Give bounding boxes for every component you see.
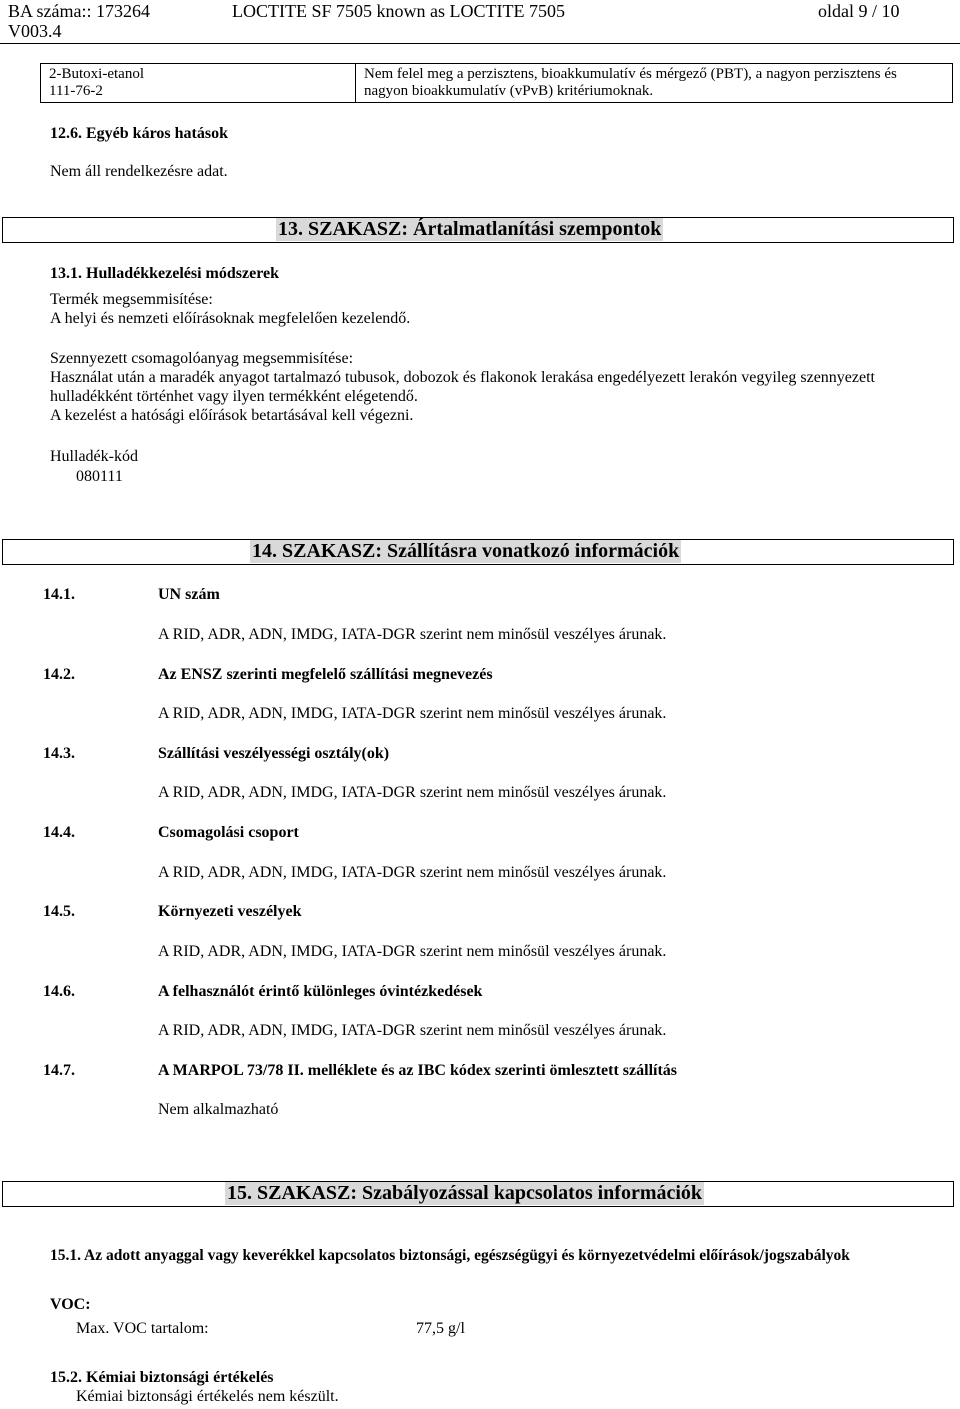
header-divider <box>0 43 960 44</box>
item-14-4-number: 14.4. <box>43 824 75 841</box>
item-14-5-number: 14.5. <box>43 903 75 920</box>
section-15-2-text: Kémiai biztonsági értékelés nem készült. <box>76 1388 339 1405</box>
section-13-title: 13. SZAKASZ: Ártalmatlanítási szempontok <box>278 218 662 240</box>
item-14-2-number: 14.2. <box>43 666 75 683</box>
substance-name-cell <box>41 64 356 103</box>
cas-number: 111-76-2 <box>49 83 103 99</box>
item-14-5-label: Környezeti veszélyek <box>158 903 302 920</box>
assessment-line: nagyon bioakkumulatív (vPvB) kritériumoknak. <box>364 83 654 99</box>
section-12-6-heading: 12.6. Egyéb káros hatások <box>50 125 228 142</box>
item-14-3-label: Szállítási veszélyességi osztály(ok) <box>158 745 390 762</box>
product-disposal-text: A helyi és nemzeti előírásoknak megfelelően kezelendő. <box>50 310 411 327</box>
item-14-5-answer: A RID, ADR, ADN, IMDG, IATA-DGR szerint nem minősül veszélyes árunak. <box>158 943 667 960</box>
item-14-1-answer: A RID, ADR, ADN, IMDG, IATA-DGR szerint nem minősül veszélyes árunak. <box>158 626 667 643</box>
item-14-4-answer: A RID, ADR, ADN, IMDG, IATA-DGR szerint nem minősül veszélyes árunak. <box>158 864 667 881</box>
item-14-2-label: Az ENSZ szerinti megfelelő szállítási megnevezés <box>158 666 493 683</box>
page-number: oldal 9 / 10 <box>818 1 900 21</box>
product-disposal-label: Termék megsemmisítése: <box>50 291 213 308</box>
waste-code-label: Hulladék-kód <box>50 448 138 465</box>
item-14-7-answer: Nem alkalmazható <box>158 1101 279 1118</box>
item-14-4-label: Csomagolási csoport <box>158 824 299 841</box>
voc-content-label: Max. VOC tartalom: <box>76 1320 209 1337</box>
section-15-title: 15. SZAKASZ: Szabályozással kapcsolatos információk <box>227 1182 703 1204</box>
substance-name: 2-Butoxi-etanol <box>49 66 144 82</box>
item-14-7-label: A MARPOL 73/78 II. melléklete és az IBC kódex szerinti ömlesztett szállítás <box>158 1062 678 1079</box>
item-14-6-label: A felhasználót érintő különleges óvintézkedések <box>158 983 483 1000</box>
section-15-2-heading: 15.2. Kémiai biztonsági értékelés <box>50 1369 274 1386</box>
item-14-6-number: 14.6. <box>43 983 75 1000</box>
packaging-disposal-text: A kezelést a hatósági előírások betartásával kell végezni. <box>50 407 414 424</box>
substance-assessment-cell <box>356 64 953 103</box>
packaging-disposal-text: hulladékként történhet vagy ilyen termékként elégetendő. <box>50 388 418 405</box>
item-14-1-number: 14.1. <box>43 586 75 603</box>
item-14-7-number: 14.7. <box>43 1062 75 1079</box>
version: V003.4 <box>8 21 62 41</box>
section-12-6-text: Nem áll rendelkezésre adat. <box>50 163 228 180</box>
item-14-2-answer: A RID, ADR, ADN, IMDG, IATA-DGR szerint nem minősül veszélyes árunak. <box>158 705 667 722</box>
voc-label: VOC: <box>50 1296 91 1313</box>
section-15-1-heading: 15.1. Az adott anyaggal vagy keverékkel kapcsolatos biztonsági, egészségügyi és környezetvédelmi előírások/jogszabályok <box>50 1247 850 1264</box>
assessment-line: Nem felel meg a perzisztens, bioakkumulatív és mérgező (PBT), a nagyon perzisztens és <box>364 66 897 82</box>
item-14-1-label: UN szám <box>158 586 220 603</box>
item-14-3-number: 14.3. <box>43 745 75 762</box>
section-14-title: 14. SZAKASZ: Szállításra vonatkozó információk <box>252 540 680 562</box>
item-14-3-answer: A RID, ADR, ADN, IMDG, IATA-DGR szerint nem minősül veszélyes árunak. <box>158 784 667 801</box>
table-row <box>41 64 953 103</box>
product-name: LOCTITE SF 7505 known as LOCTITE 7505 <box>232 1 565 21</box>
waste-code-value: 080111 <box>76 468 123 485</box>
section-13-1-heading: 13.1. Hulladékkezelési módszerek <box>50 265 280 282</box>
item-14-6-answer: A RID, ADR, ADN, IMDG, IATA-DGR szerint nem minősül veszélyes árunak. <box>158 1022 667 1039</box>
ba-number: BA száma:: 173264 <box>8 1 150 21</box>
substance-table <box>40 63 953 103</box>
voc-content-value: 77,5 g/l <box>416 1320 465 1337</box>
packaging-disposal-label: Szennyezett csomagolóanyag megsemmisítése: <box>50 350 354 367</box>
packaging-disposal-text: Használat után a maradék anyagot tartalmazó tubusok, dobozok és flakonok lerakása engedélyezett lerakón vegyileg szennyezett <box>50 369 875 386</box>
